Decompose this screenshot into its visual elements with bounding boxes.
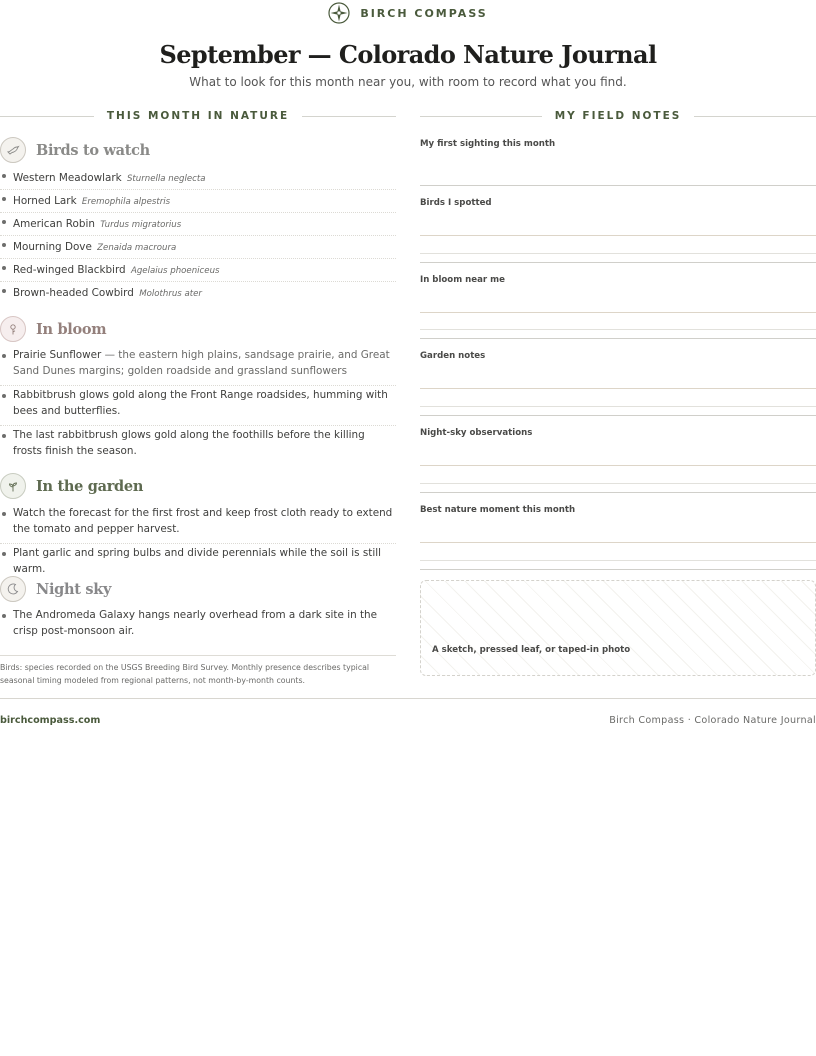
write-line — [420, 542, 816, 543]
footnote: Birds: species recorded on the USGS Breeding Bird Survey. Monthly presence describes typical seasonal timing modeled from regional patterns, not month-by-month counts. — [0, 655, 396, 687]
list-item — [0, 213, 396, 236]
night-sky-list — [0, 607, 396, 646]
field-label: Night-sky observations — [420, 428, 533, 438]
write-line — [420, 235, 816, 236]
list-item — [0, 167, 396, 190]
bird-scientific-name: Molothrus ater — [139, 289, 202, 299]
bird-icon — [0, 137, 26, 163]
bloom-lead: Prairie Sunflower — [13, 349, 102, 361]
garden-list — [0, 505, 396, 584]
write-line — [420, 185, 816, 186]
footer-credit: Birch Compass · Colorado Nature Journal — [609, 715, 816, 726]
bird-scientific-name: Turdus migratorius — [100, 220, 182, 230]
field-label: Birds I spotted — [420, 198, 492, 208]
list-item: Rabbitbrush glows gold along the Front Range roadsides, humming with bees and butterflies. — [0, 387, 396, 426]
right-heading-text: MY FIELD NOTES — [554, 110, 682, 122]
write-line — [420, 262, 816, 263]
field-night-sky[interactable] — [420, 428, 816, 438]
footer-divider — [0, 698, 816, 699]
bird-name: Brown-headed Cowbird — [13, 287, 134, 299]
right-column-heading — [420, 110, 816, 122]
night-sky-section-header — [0, 576, 396, 602]
write-line — [420, 560, 816, 561]
write-line — [420, 253, 816, 254]
field-birds-spotted[interactable] — [420, 198, 816, 208]
write-line — [420, 338, 816, 339]
brand-name: BIRCH COMPASS — [360, 6, 488, 20]
write-line — [420, 329, 816, 330]
garden-title: In the garden — [36, 477, 144, 495]
field-best-moment[interactable] — [420, 505, 816, 515]
list-item: Plant garlic and spring bulbs and divide perennials while the soil is still warm. — [0, 545, 396, 583]
birds-title: Birds to watch — [36, 141, 150, 159]
list-item: The last rabbitbrush glows gold along the foothills before the killing frosts finish the season. — [0, 427, 396, 465]
bloom-detail: — the eastern high plains, sandsage prairie, and Great Sand Dunes margins; golden roadside and grassland sunflowers — [13, 349, 390, 377]
field-label: My first sighting this month — [420, 139, 556, 149]
page-title: September — Colorado Nature Journal — [159, 40, 657, 69]
field-garden-notes[interactable] — [420, 351, 816, 361]
write-line — [420, 465, 816, 466]
bird-name: Horned Lark — [13, 195, 77, 207]
field-in-bloom[interactable] — [420, 275, 816, 285]
birds-list — [0, 167, 396, 305]
field-label: Garden notes — [420, 351, 486, 361]
write-line — [420, 388, 816, 389]
bloom-list — [0, 347, 396, 466]
brand — [0, 2, 816, 24]
list-item — [0, 282, 396, 305]
sketch-box[interactable] — [420, 580, 816, 676]
bird-name: Mourning Dove — [13, 241, 92, 253]
left-column-heading — [0, 110, 396, 122]
field-first-sighting[interactable] — [420, 139, 816, 149]
write-line — [420, 569, 816, 570]
bird-name: Western Meadowlark — [13, 172, 122, 184]
list-item — [0, 190, 396, 213]
page-subtitle: What to look for this month near you, with room to record what you find. — [189, 75, 627, 89]
write-line — [420, 406, 816, 407]
footer-site[interactable]: birchcompass.com — [0, 715, 101, 726]
birds-section-header — [0, 137, 396, 163]
bloom-title: In bloom — [36, 320, 107, 338]
list-item: Watch the forecast for the first frost and keep frost cloth ready to extend the tomato and pepper harvest. — [0, 505, 396, 544]
night-sky-title: Night sky — [36, 580, 112, 598]
garden-section-header — [0, 473, 396, 499]
sketch-label: A sketch, pressed leaf, or taped-in photo — [432, 645, 631, 655]
list-item — [0, 236, 396, 259]
compass-icon — [328, 2, 350, 24]
bird-scientific-name: Zenaida macroura — [97, 243, 177, 253]
bloom-section-header — [0, 316, 396, 342]
field-label: In bloom near me — [420, 275, 505, 285]
write-line — [420, 312, 816, 313]
bird-name: Red-winged Blackbird — [13, 264, 126, 276]
list-item: The Andromeda Galaxy hangs nearly overhead from a dark site in the crisp post-monsoon air. — [0, 607, 396, 645]
write-line — [420, 492, 816, 493]
left-heading-text: THIS MONTH IN NATURE — [106, 110, 290, 122]
write-line — [420, 483, 816, 484]
write-line — [420, 415, 816, 416]
bird-scientific-name: Eremophila alpestris — [81, 197, 171, 207]
seedling-icon — [0, 473, 26, 499]
list-item — [0, 347, 396, 386]
flower-icon — [0, 316, 26, 342]
moon-icon — [0, 576, 26, 602]
bird-scientific-name: Agelaius phoeniceus — [130, 266, 220, 276]
field-label: Best nature moment this month — [420, 505, 576, 515]
list-item — [0, 259, 396, 282]
bird-name: American Robin — [13, 218, 95, 230]
bird-scientific-name: Sturnella neglecta — [126, 174, 206, 184]
